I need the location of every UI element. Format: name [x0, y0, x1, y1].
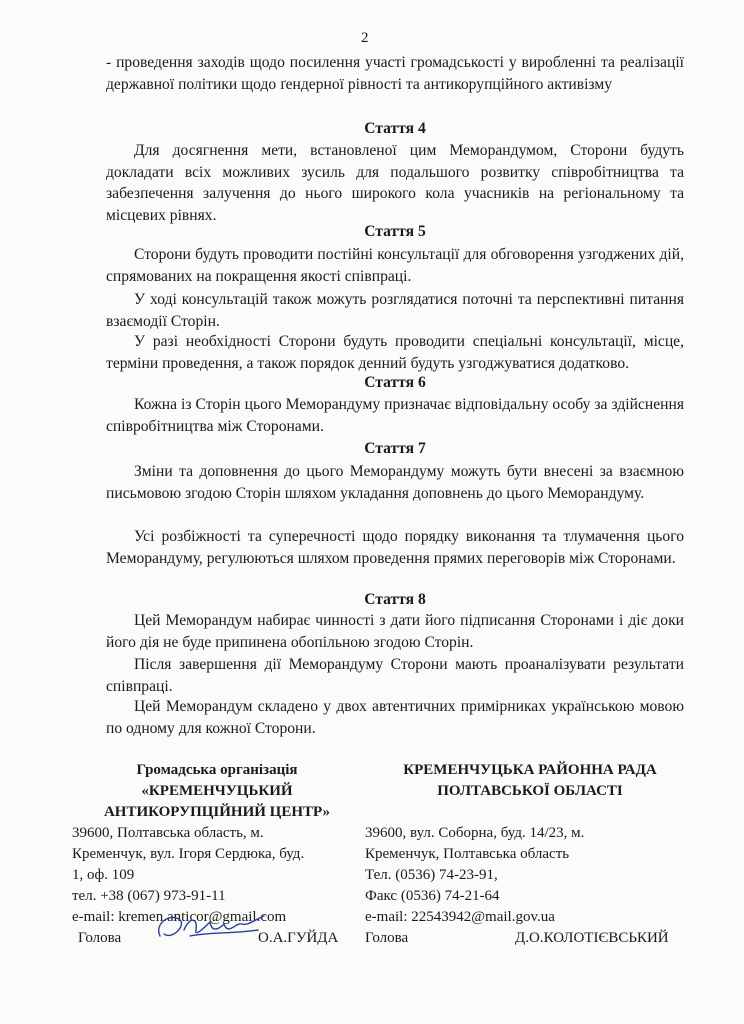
article-8-title: Стаття 8 — [364, 591, 426, 608]
article-8-paragraph-2: Після завершення дії Меморандуму Сторони мають проаналізувати результати співпраці. — [106, 656, 684, 695]
signatory-left-name: О.А.ГУЙДА — [258, 930, 339, 946]
signatory-left-org-line-2: «КРЕМЕНЧУЦЬКИЙ — [141, 783, 293, 799]
signatory-right-address-2: Кременчук, Полтавська область — [365, 846, 570, 862]
intro-paragraph: - проведення заходів щодо посилення участі громадськості у виробленні та реалізації державної політики щодо ґендерної рівності та антикорупційного активізму — [106, 54, 684, 93]
article-8-paragraph-1: Цей Меморандум набирає чинності з дати його підписання Сторонами і діє доки його дія не буде припинена обопільною згодою Сторін. — [106, 612, 684, 651]
article-6-title: Стаття 6 — [364, 374, 426, 391]
page-number: 2 — [361, 30, 369, 46]
signatory-right-org-line-2: ПОЛТАВСЬКОЇ ОБЛАСТІ — [437, 783, 623, 799]
article-4-title: Стаття 4 — [364, 120, 426, 137]
signatory-left-address-1: 39600, Полтавська область, м. — [72, 825, 264, 841]
signatory-right-email: e-mail: 22543942@mail.gov.ua — [365, 909, 555, 925]
signatory-left-role: Голова — [78, 930, 122, 946]
signatory-left-phone: тел. +38 (067) 973-91-11 — [72, 888, 226, 904]
signatory-right-block — [365, 760, 695, 949]
signatory-right-address-1: 39600, вул. Соборна, буд. 14/23, м. — [365, 825, 585, 841]
signatory-right-phone: Тел. (0536) 74-23-91, — [365, 867, 498, 883]
handwritten-signature-left — [150, 906, 270, 950]
article-6-paragraph-1: Кожна із Сторін цього Меморандуму призначає відповідальну особу за здійснення співробітництва між Сторонами. — [106, 396, 684, 435]
article-8-paragraph-3: Цей Меморандум складено у двох автентичних примірниках українською мовою по одному для кожної Сторони. — [106, 698, 684, 737]
article-5-title: Стаття 5 — [364, 223, 426, 240]
article-7-paragraph-2: Усі розбіжності та суперечності щодо порядку виконання та тлумачення цього Меморандуму, регулюються шляхом проведення прямих переговорів між Сторонами. — [106, 528, 684, 567]
signatory-right-name: Д.О.КОЛОТІЄВСЬКИЙ — [515, 930, 669, 946]
article-7-paragraph-1: Зміни та доповнення до цього Меморандуму можуть бути внесені за взаємною письмовою згодою Сторін шляхом укладання доповнень до цього Меморандуму. — [106, 463, 684, 502]
article-7-title: Стаття 7 — [364, 440, 426, 457]
signatory-left-org-line-1: Громадська організація — [136, 762, 298, 778]
signatory-left-email: e-mail: kremen.anticor@gmail.com — [72, 909, 287, 925]
signatory-left-org-line-3: АНТИКОРУПЦІЙНИЙ ЦЕНТР» — [103, 804, 331, 820]
signatory-right-role: Голова — [365, 930, 409, 946]
article-5-paragraph-1: Сторони будуть проводити постійні консультації для обговорення узгоджених дій, спрямованих на покращення якості співпраці. — [106, 246, 684, 285]
signatory-right-org-line-1: КРЕМЕНЧУЦЬКА РАЙОННА РАДА — [403, 762, 657, 778]
signatory-right-fax: Факс (0536) 74-21-64 — [365, 888, 500, 904]
signatory-left-address-2: Кременчук, вул. Ігоря Сердюка, буд. — [72, 846, 305, 862]
article-4-paragraph-1: Для досягнення мети, встановленої цим Меморандумом, Сторони будуть докладати всіх можливих зусиль для подальшого розвитку співробітництва та забезпечення залучення до нього широкого кола учасників на регіональному та місцевих рівнях. — [106, 142, 684, 224]
article-5-paragraph-2: У ході консультацій також можуть розглядатися поточні та перспективні питання взаємодії Сторін. — [106, 291, 684, 330]
article-5-paragraph-3: У разі необхідності Сторони будуть проводити спеціальні консультації, місце, терміни проведення, а також порядок денний будуть узгоджуватися додатково. — [106, 333, 684, 372]
signatory-left-address-3: 1, оф. 109 — [72, 867, 135, 883]
